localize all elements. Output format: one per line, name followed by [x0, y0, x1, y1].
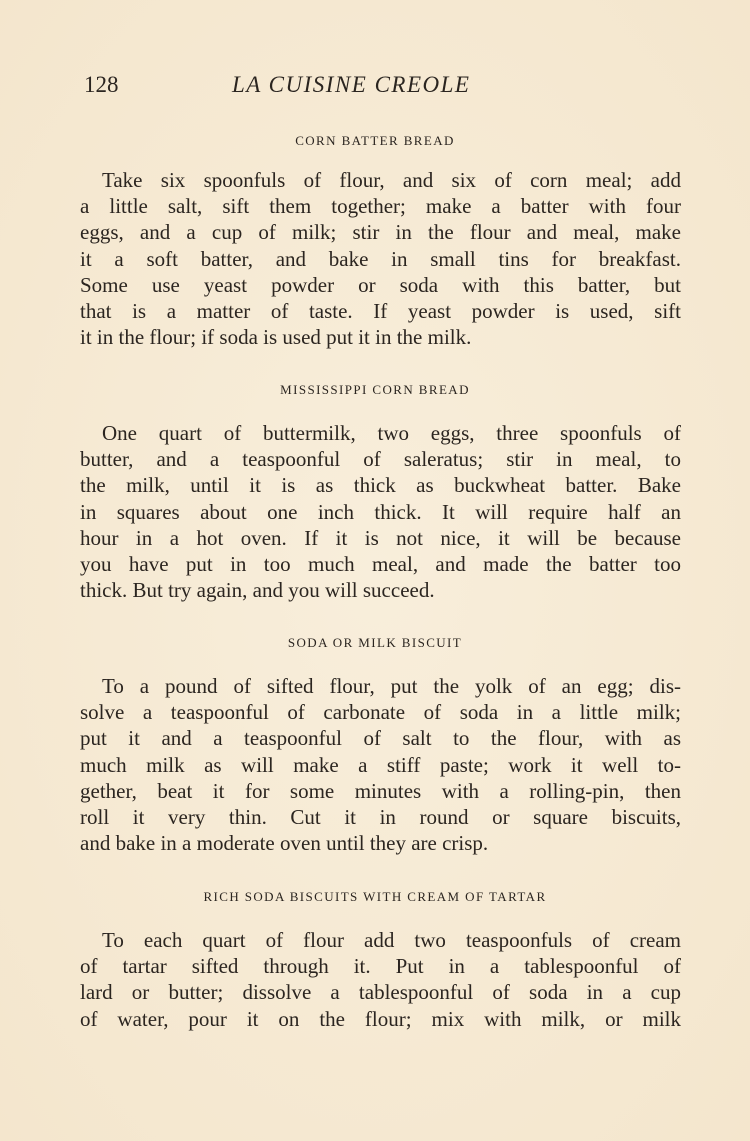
text-line: it in the flour; if soda is used put it in the milk. — [80, 325, 472, 350]
recipe-text — [80, 167, 681, 350]
recipe-text — [80, 420, 681, 603]
text-line: hour in a hot oven. If it is not nice, it will be because — [80, 525, 681, 550]
text-line: a little salt, sift them together; make a batter with four — [80, 194, 681, 219]
text-line: the milk, until it is as thick as buckwheat batter. Bake — [80, 473, 681, 498]
text-line: in squares about one inch thick. It will require half an — [80, 499, 681, 524]
text-line: that is a matter of taste. If yeast powder is used, sift — [80, 298, 681, 323]
recipe-title: CORN BATTER BREAD — [295, 133, 455, 148]
recipe-text — [80, 927, 681, 1032]
text-line: thick. But try again, and you will succeed. — [80, 578, 435, 603]
text-line: of tartar sifted through it. Put in a tablespoonful of — [80, 954, 681, 979]
text-line: much milk as will make a stiff paste; work it well to- — [80, 752, 681, 777]
text-line: To a pound of sifted flour, put the yolk of an egg; dis- — [102, 674, 681, 698]
recipe-text — [80, 673, 681, 856]
text-line: you have put in too much meal, and made the batter too — [80, 551, 681, 576]
page-number: 128 — [84, 72, 119, 97]
text-line: put it and a teaspoonful of salt to the flour, with as — [80, 726, 681, 751]
text-line: Take six spoonfuls of flour, and six of corn meal; add — [102, 168, 681, 192]
text-line: To each quart of flour add two teaspoonfuls of cream — [102, 928, 681, 952]
text-line: of water, pour it on the flour; mix with milk, or milk — [80, 1006, 681, 1031]
text-line: it a soft batter, and bake in small tins for breakfast. — [80, 246, 681, 271]
text-line: eggs, and a cup of milk; stir in the flour and meal, make — [80, 220, 681, 245]
text-line: and bake in a moderate oven until they are crisp. — [80, 831, 489, 856]
text-line: butter, and a teaspoonful of saleratus; stir in meal, to — [80, 447, 681, 472]
text-line: gether, beat it for some minutes with a rolling-pin, then — [80, 778, 681, 803]
text-line: solve a teaspoonful of carbonate of soda in a little milk; — [80, 700, 681, 725]
text-line: lard or butter; dissolve a tablespoonful of soda in a cup — [80, 980, 681, 1005]
text-line: Some use yeast powder or soda with this batter, but — [80, 272, 681, 297]
running-title: LA CUISINE CREOLE — [232, 72, 471, 97]
recipe-title: RICH SODA BISCUITS WITH CREAM OF TARTAR — [203, 889, 547, 904]
recipe-title: MISSISSIPPI CORN BREAD — [280, 382, 470, 397]
text-line: One quart of buttermilk, two eggs, three spoonfuls of — [102, 421, 681, 445]
text-line: roll it very thin. Cut it in round or square biscuits, — [80, 804, 681, 829]
recipe-title: SODA OR MILK BISCUIT — [287, 635, 463, 650]
